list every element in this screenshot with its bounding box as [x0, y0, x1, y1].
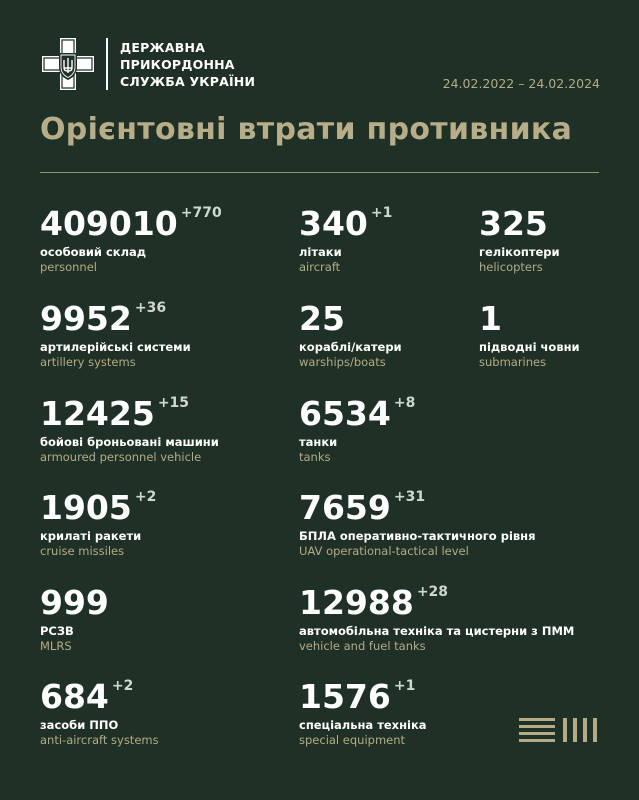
- stat-value: 1576: [299, 677, 391, 716]
- stat-label-en: artillery systems: [40, 355, 136, 369]
- stat-label-en: aircraft: [299, 260, 341, 274]
- stat-label-ua: кораблі/катери: [299, 340, 402, 354]
- stat-uav: [299, 489, 536, 558]
- stat-delta: +8: [393, 395, 416, 411]
- stat-label-en: armoured personnel vehicle: [40, 450, 202, 464]
- stat-delta: +1: [370, 205, 393, 221]
- stat-delta: +15: [157, 395, 190, 411]
- stat-label-ua: літаки: [299, 245, 342, 259]
- stat-apv: [40, 395, 219, 464]
- stat-label-ua: підводні човни: [479, 340, 580, 354]
- stat-label-ua: БПЛА оперативно-тактичного рівня: [299, 529, 536, 543]
- title-divider: [40, 172, 599, 173]
- stat-delta: +2: [134, 489, 157, 505]
- stat-special-equipment: [299, 678, 427, 747]
- stat-label-en: submarines: [479, 355, 547, 369]
- stat-label-en: helicopters: [479, 260, 543, 274]
- stat-value: 7659: [299, 488, 391, 527]
- stat-value: 12425: [40, 394, 155, 433]
- stat-label-ua: крилаті ракети: [40, 529, 142, 543]
- stat-value: 684: [40, 677, 109, 716]
- stat-label-ua: засоби ППО: [40, 718, 119, 732]
- stat-aircraft: [299, 205, 392, 274]
- stat-label-en: warships/boats: [299, 355, 386, 369]
- stat-value: 12988: [299, 583, 414, 622]
- stat-value: 340: [299, 204, 368, 243]
- brand-stripes-icon: [519, 716, 601, 746]
- stat-artillery: [40, 300, 191, 369]
- date-range: 24.02.2022 – 24.02.2024: [442, 76, 600, 91]
- stat-value: 409010: [40, 204, 178, 243]
- stat-label-ua: особовий склад: [40, 245, 147, 259]
- stat-delta: +1: [393, 678, 416, 694]
- stat-delta: +31: [393, 489, 426, 505]
- page-title: Орієнтовні втрати противника: [40, 112, 573, 147]
- stat-vehicles: [299, 584, 574, 653]
- stat-submarines: [479, 300, 580, 369]
- stat-label-en: UAV operational-tactical level: [299, 544, 469, 558]
- stat-mlrs: [40, 584, 112, 653]
- org-line-2: ПРИКОРДОННА: [120, 57, 235, 72]
- stat-label-ua: танки: [299, 435, 338, 449]
- stat-label-ua: бойові броньовані машини: [40, 435, 219, 449]
- org-line-3: СЛУЖБА УКРАЇНИ: [120, 74, 256, 89]
- stat-cruise-missiles: [40, 489, 156, 558]
- org-name: [120, 39, 255, 90]
- header-divider: [106, 38, 108, 90]
- stat-delta: +28: [416, 584, 449, 600]
- stat-air-defense: [40, 678, 159, 747]
- stat-label-en: tanks: [299, 450, 331, 464]
- stat-delta: +36: [134, 300, 167, 316]
- stat-label-en: MLRS: [40, 639, 72, 653]
- stat-label-en: cruise missiles: [40, 544, 125, 558]
- border-guard-emblem-icon: [40, 36, 96, 92]
- stat-delta: +770: [180, 205, 222, 221]
- stat-label-ua: спеціальна техніка: [299, 718, 427, 732]
- stat-tanks: [299, 395, 415, 464]
- stat-delta: +2: [111, 678, 134, 694]
- stat-value: 9952: [40, 299, 132, 338]
- stat-value: 6534: [299, 394, 391, 433]
- stat-label-en: vehicle and fuel tanks: [299, 639, 426, 653]
- stat-label-ua: артилерійські системи: [40, 340, 191, 354]
- stat-label-en: special equipment: [299, 733, 406, 747]
- org-line-1: ДЕРЖАВНА: [120, 40, 206, 55]
- stat-label-ua: РСЗВ: [40, 624, 74, 638]
- stat-helicopters: [479, 205, 560, 274]
- stat-personnel: [40, 205, 222, 274]
- stat-value: 999: [40, 583, 109, 622]
- header: [40, 36, 600, 96]
- stat-value: 325: [479, 204, 548, 243]
- stat-value: 1: [479, 299, 502, 338]
- stat-label-ua: автомобільна техніка та цистерни з ПММ: [299, 624, 575, 638]
- stat-warships: [299, 300, 402, 369]
- stat-label-en: anti-aircraft systems: [40, 733, 159, 747]
- stat-value: 1905: [40, 488, 132, 527]
- stat-label-en: personnel: [40, 260, 97, 274]
- stat-label-ua: гелікоптери: [479, 245, 560, 259]
- stat-value: 25: [299, 299, 345, 338]
